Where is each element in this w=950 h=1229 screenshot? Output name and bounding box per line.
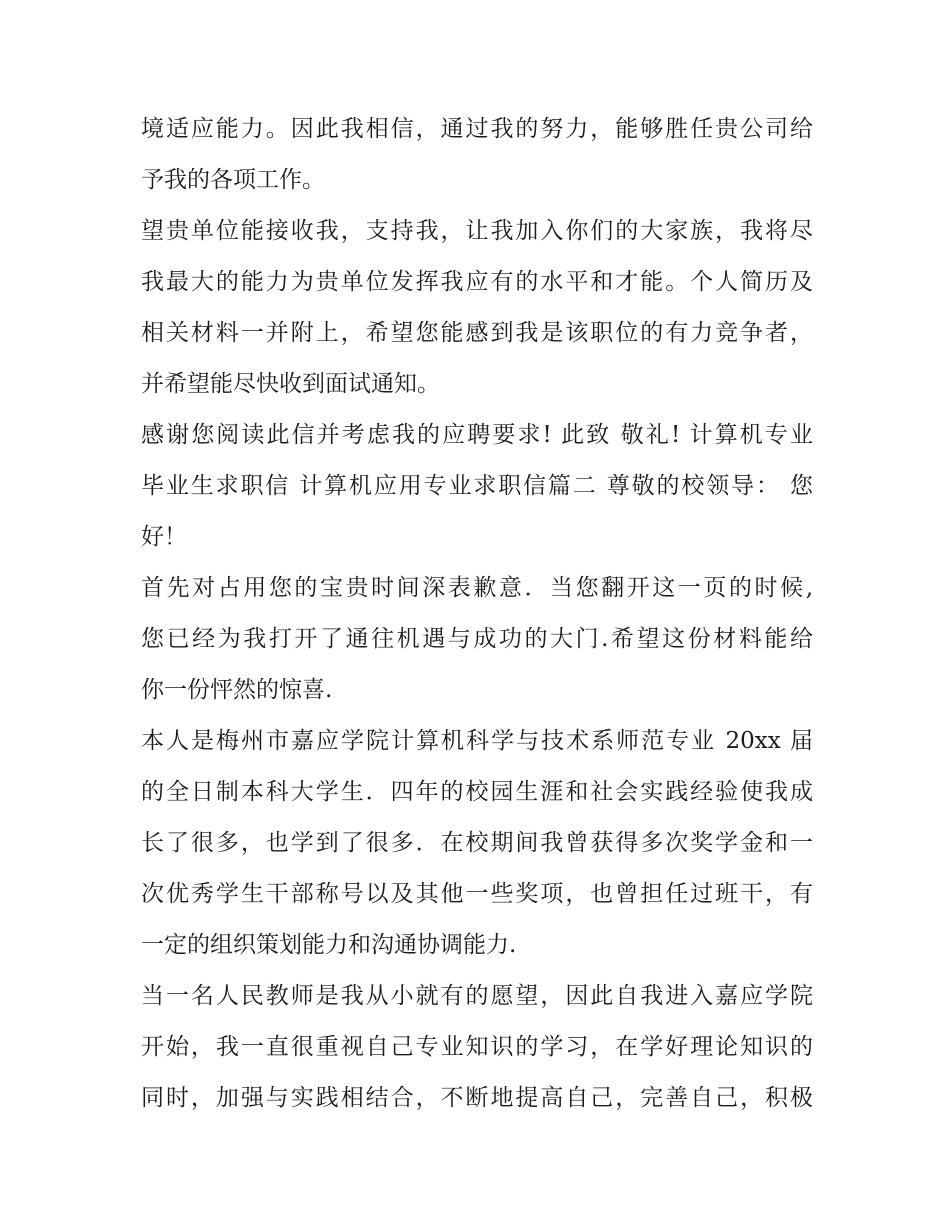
text-line: 予我的各项工作。 (141, 167, 325, 193)
text-line: 同时，加强与实践相结合，不断地提高自己，完善自己，积极 (141, 1085, 813, 1111)
text-line: 的全日制本科大学生．四年的校园生涯和社会实践经验使我成 (141, 779, 813, 805)
paragraph-adaptability (141, 104, 813, 206)
text-line: 一定的组织策划能力和沟通协调能力. (141, 932, 517, 958)
text-line: 当一名人民教师是我从小就有的愿望，因此自我进入嘉应学院 (141, 983, 813, 1009)
paragraph-hope-accept (141, 206, 813, 410)
text-line: 毕业生求职信 计算机应用专业求职信篇二 尊敬的校领导： 您 (141, 473, 813, 499)
text-line: 好！ (141, 524, 187, 550)
text-line: 感谢您阅读此信并考虑我的应聘要求! 此致 敬礼! 计算机专业 (141, 422, 813, 448)
text-line: 你一份怦然的惊喜. (141, 677, 333, 703)
text-line: 长了很多，也学到了很多．在校期间我曾获得多次奖学金和一 (141, 830, 813, 856)
text-line: 相关材料一并附上，希望您能感到我是该职位的有力竞争者， (141, 320, 813, 346)
text-line: 次优秀学生干部称号以及其他一些奖项，也曾担任过班干，有 (141, 881, 813, 907)
text-line: 我最大的能力为贵单位发挥我应有的水平和才能。个人简历及 (141, 269, 813, 295)
text-line: 境适应能力。因此我相信，通过我的努力，能够胜任贵公司给 (141, 116, 813, 142)
paragraph-apology (141, 563, 813, 716)
text-line: 开始，我一直很重视自己专业知识的学习，在学好理论知识的 (141, 1034, 813, 1060)
document-body (141, 104, 813, 1124)
text-line: 首先对占用您的宝贵时间深表歉意．当您翻开这一页的时候, (141, 575, 813, 601)
text-line: 望贵单位能接收我，支持我，让我加入你们的大家族，我将尽 (141, 218, 813, 244)
paragraph-thanks-salutation (141, 410, 813, 563)
paragraph-teacher-aspiration (141, 971, 813, 1124)
text-line: 并希望能尽快收到面试通知。 (141, 371, 440, 397)
paragraph-self-introduction (141, 716, 813, 971)
text-line: 您已经为我打开了通往机遇与成功的大门.希望这份材料能给 (141, 626, 813, 652)
text-line: 本人是梅州市嘉应学院计算机科学与技术系师范专业 20xx 届 (141, 728, 813, 754)
